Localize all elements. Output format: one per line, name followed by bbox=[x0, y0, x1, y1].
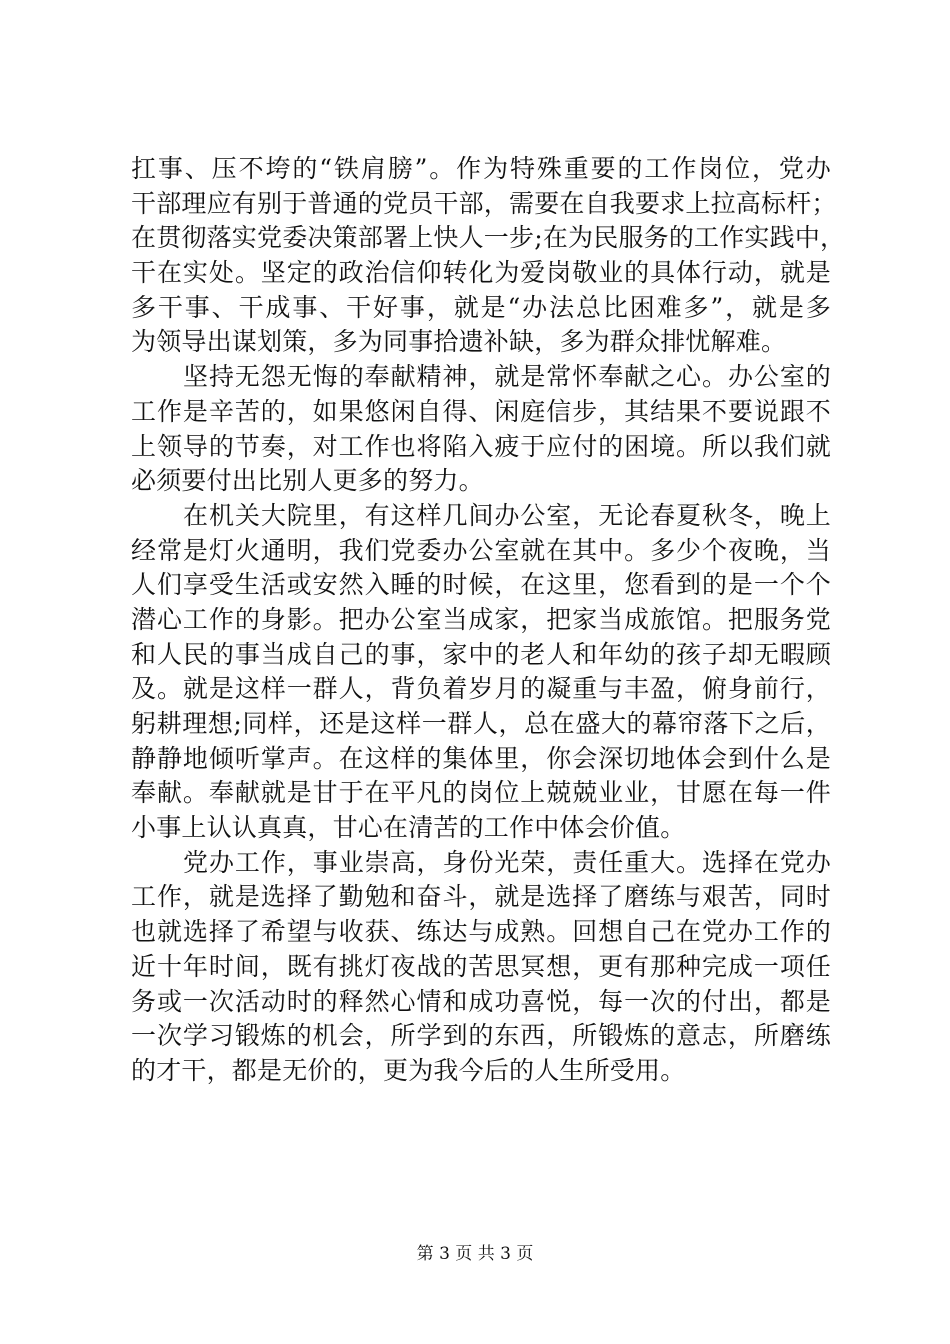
text-line: 在贯彻落实党委决策部署上快人一步;在为民服务的工作实践中， bbox=[131, 223, 846, 253]
text-line: 及。就是这样一群人，背负着岁月的凝重与丰盈，俯身前行， bbox=[131, 674, 831, 704]
text-line: 上领导的节奏，对工作也将陷入疲于应付的困境。所以我们就 bbox=[131, 431, 831, 461]
text-line: 静静地倾听掌声。在这样的集体里，你会深切地体会到什么是 bbox=[131, 743, 831, 773]
text-line: 近十年时间，既有挑灯夜战的苦思冥想，更有那种完成一项任 bbox=[131, 951, 831, 981]
page-number-footer: 第 3 页 共 3 页 bbox=[416, 1244, 534, 1264]
text-line: 多干事、干成事、干好事，就是“办法总比困难多”，就是多 bbox=[131, 292, 831, 322]
text-line: 干部理应有别于普通的党员干部，需要在自我要求上拉高标杆； bbox=[131, 188, 837, 218]
text-line: 人们享受生活或安然入睡的时候，在这里，您看到的是一个个 bbox=[131, 570, 831, 600]
text-line: 奉献。奉献就是甘于在平凡的岗位上兢兢业业，甘愿在每一件 bbox=[131, 778, 831, 808]
text-line: 躬耕理想;同样，还是这样一群人，总在盛大的幕帘落下之后， bbox=[131, 709, 831, 738]
text-line: 务或一次活动时的释然心情和成功喜悦，每一次的付出，都是 bbox=[131, 986, 831, 1016]
text-line: 的才干，都是无价的，更为我今后的人生所受用。 bbox=[131, 1055, 686, 1085]
text-line: 干在实处。坚定的政治信仰转化为爱岗敬业的具体行动，就是 bbox=[131, 258, 831, 288]
text-line: 工作是辛苦的，如果悠闲自得、闲庭信步，其结果不要说跟不 bbox=[131, 396, 831, 426]
text-line: 必须要付出比别人更多的努力。 bbox=[131, 466, 484, 496]
text-line: 潜心工作的身影。把办公室当成家，把家当成旅馆。把服务党 bbox=[131, 604, 831, 634]
text-line: 经常是灯火通明，我们党委办公室就在其中。多少个夜晚，当 bbox=[131, 535, 831, 565]
text-line: 工作，就是选择了勤勉和奋斗，就是选择了磨练与艰苦，同时 bbox=[131, 882, 831, 912]
text-line: 也就选择了希望与收获、练达与成熟。回想自己在党办工作的 bbox=[131, 917, 831, 947]
paragraph-first-line: 党办工作，事业崇高，身份光荣，责任重大。选择在党办 bbox=[183, 847, 831, 877]
text-line: 一次学习锻炼的机会，所学到的东西，所锻炼的意志，所磨练 bbox=[131, 1021, 831, 1051]
text-line: 小事上认认真真，甘心在清苦的工作中体会价值。 bbox=[131, 813, 686, 843]
paragraph-first-line: 在机关大院里，有这样几间办公室，无论春夏秋冬，晚上 bbox=[183, 500, 831, 530]
document-body bbox=[131, 152, 846, 1089]
text-line: 和人民的事当成自己的事，家中的老人和年幼的孩子却无暇顾 bbox=[131, 639, 831, 669]
text-line: 为领导出谋划策，多为同事拾遗补缺，多为群众排忧解难。 bbox=[131, 327, 787, 357]
paragraph-first-line: 坚持无怨无悔的奉献精神，就是常怀奉献之心。办公室的 bbox=[183, 362, 831, 392]
text-line: 扛事、压不垮的“铁肩膀”。作为特殊重要的工作岗位，党办 bbox=[131, 154, 831, 183]
